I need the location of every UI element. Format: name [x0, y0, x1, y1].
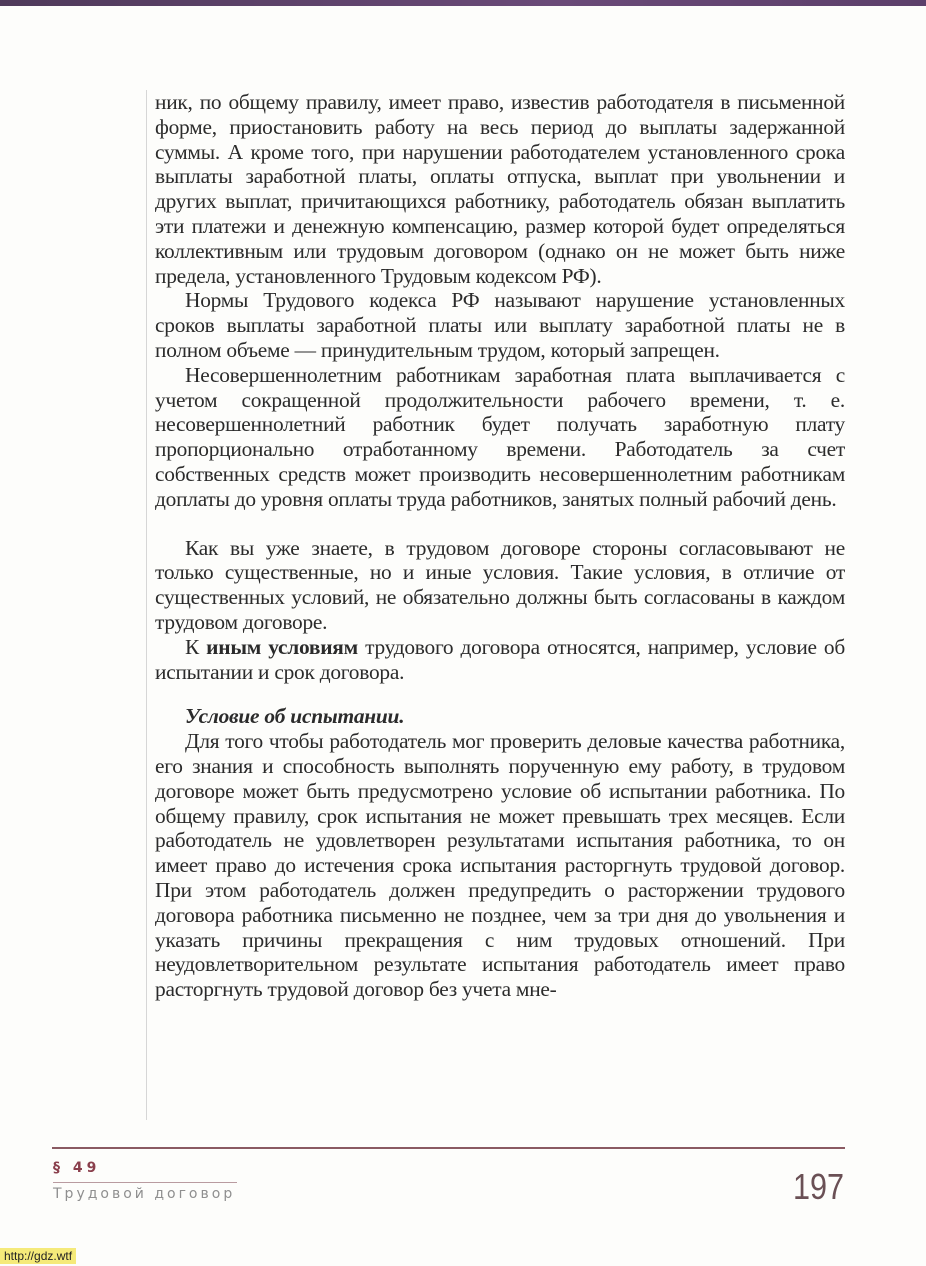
- paragraph-other-conditions-examples: [155, 635, 845, 685]
- watermark-link[interactable]: http://gdz.wtf: [0, 1248, 76, 1264]
- section-underline: [53, 1182, 237, 1183]
- paragraph-continuation: ник, по общему правилу, имеет право, известив работодателя в письменной форме, приостановить работу на весь период до выплаты задержанной суммы. А кроме того, при нарушении работодателем установленного срока выплаты заработной платы, оплаты отпуска, выплат при увольнении и других выплат, причитающихся работнику, работодатель обязан выплатить эти платежи и денежную компенсацию, размер которой будет определяться коллективным или трудовым договором (однако он не может быть ниже предела, установленного Трудовым кодексом РФ).: [155, 90, 845, 288]
- page-body: [155, 90, 845, 1002]
- page-number: 197: [792, 1166, 844, 1207]
- section-number: § 49: [53, 1160, 101, 1176]
- text-suffix: трудового договора относятся, например, условие об испытании и срок договора.: [155, 634, 845, 684]
- section-gap: [155, 512, 845, 536]
- paragraph-probation: Для того чтобы работодатель мог проверить деловые качества работника, его знания и способность выполнять порученную ему работу, в трудовом договоре может быть предусмотрено условие об испытании работника. По общему правилу, срок испытания не может превышать трех месяцев. Если работодатель не удовлетворен результатами испытания работника, то он имеет право до истечения срока испытания расторгнуть трудовой договор. При этом работодатель должен предупредить о расторжении трудового договора работника письменно не позднее, чем за три дня до увольнения и указать причины прекращения с ним трудовых отношений. При неудовлетворительном результате испытания работодатель имеет право расторгнуть трудовой договор без учета мне-: [155, 729, 845, 1002]
- subheading-probation: Условие об испытании.: [185, 704, 405, 729]
- footer-rule: [52, 1147, 845, 1149]
- margin-rule: [146, 90, 147, 1120]
- chapter-title: Трудовой договор: [53, 1186, 236, 1202]
- paragraph-minors-pay: Несовершеннолетним работникам заработная плата выплачивается с учетом сокращенной продолжительности рабочего времени, т. е. несовершеннолетний работник будет получать заработную плату пропорционально отработанному времени. Работодатель за счет собственных средств может производить несовершеннолетним работникам доплаты до уровня оплаты труда работников, занятых полный рабочий день.: [155, 362, 845, 511]
- paragraph-forced-labor: Нормы Трудового кодекса РФ называют нарушение установленных сроков выплаты заработной платы или выплату заработной платы не в полном объеме — принудительным трудом, который запрещен.: [155, 288, 845, 362]
- text-prefix: К: [185, 634, 207, 659]
- top-color-bar: [0, 0, 926, 6]
- term-other-conditions: иным условиям: [206, 634, 358, 659]
- paragraph-other-conditions: Как вы уже знаете, в трудовом договоре стороны согласовывают не только существенные, но и иные условия. Такие условия, в отличие от существенных условий, не обязательно должны быть согласованы в каждом трудовом договоре.: [155, 535, 845, 634]
- section-gap: [155, 684, 845, 704]
